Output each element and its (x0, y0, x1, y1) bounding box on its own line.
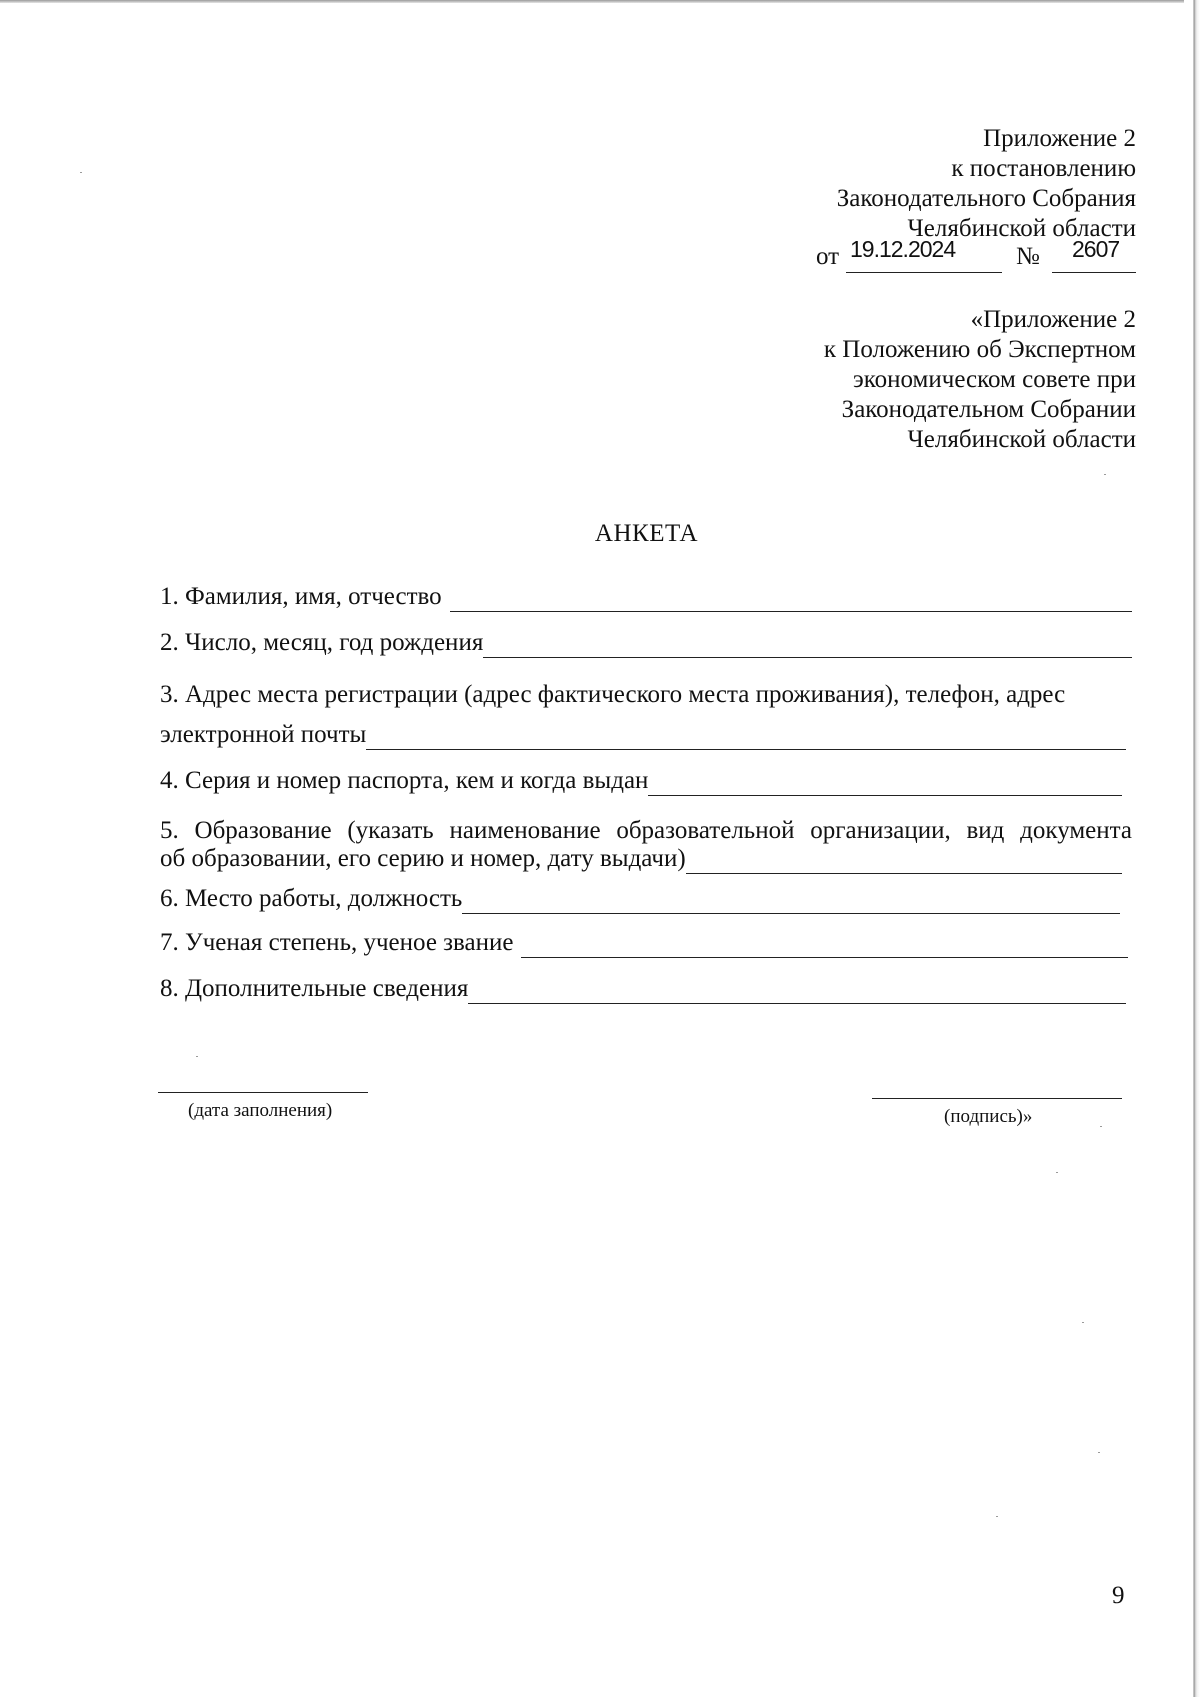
fill-in-line (468, 979, 1126, 1004)
scan-speck (1100, 1126, 1102, 1127)
decree-date-number-line (816, 233, 1136, 273)
date-signature-line (158, 1092, 368, 1093)
form-field-education-line-1: 5. Образование (указать наименование образовательной организации, вид документа (160, 817, 1132, 844)
form-title: АНКЕТА (594, 520, 699, 547)
form-field-label: об образовании, его серию и номер, дату выдачи) (160, 845, 686, 872)
scan-speck (1104, 474, 1106, 475)
decree-number-field (1052, 236, 1136, 273)
form-field-label: 8. Дополнительные сведения (160, 975, 469, 1002)
fill-in-line (648, 771, 1122, 796)
fill-in-line (450, 587, 1132, 612)
page-number: 9 (1112, 1582, 1125, 1609)
approval-line-3: Законодательного Собрания (836, 185, 1136, 212)
scan-top-edge (0, 0, 1200, 3)
appendix-line-2: к Положению об Экспертном (823, 336, 1136, 363)
date-caption: (дата заполнения) (188, 1100, 333, 1121)
date-label: от (816, 243, 840, 270)
approval-line-2: к постановлению (951, 155, 1136, 182)
form-field-birth-date (160, 628, 1132, 658)
approval-line-1: Приложение 2 (983, 125, 1136, 152)
approval-block (837, 124, 1136, 244)
scan-right-edge (1184, 0, 1200, 1697)
signature-caption: (подпись)» (944, 1106, 1033, 1127)
decree-date: 19.12.2024 (850, 236, 956, 262)
scan-speck (196, 1056, 198, 1057)
decree-number: 2607 (1072, 236, 1120, 262)
form-field-label: 1. Фамилия, имя, отчество (160, 583, 442, 610)
scan-speck (1082, 1322, 1084, 1323)
form-field-address-line-1: 3. Адрес места регистрации (адрес фактического места проживания), телефон, адрес (160, 681, 1066, 708)
form-field-passport (160, 766, 1122, 796)
form-field-label: 7. Ученая степень, ученое звание (160, 929, 514, 956)
form-field-academic-degree (160, 928, 1128, 958)
form-field-education (160, 844, 1122, 874)
form-field-label: электронной почты (160, 721, 367, 748)
appendix-line-3: экономическом совете при (853, 366, 1136, 393)
scan-speck (1098, 1452, 1100, 1453)
approval-line-4: Челябинской области (907, 215, 1136, 242)
scan-speck (1056, 1172, 1058, 1173)
appendix-line-4: Законодательном Собрании (841, 396, 1136, 423)
form-field-full-name (160, 582, 1132, 612)
form-field-label: 6. Место работы, должность (160, 885, 463, 912)
fill-in-line (686, 849, 1122, 874)
form-field-additional-info (160, 974, 1126, 1004)
fill-in-line (521, 933, 1128, 958)
fill-in-line (366, 725, 1126, 750)
decree-date-field (846, 236, 1002, 273)
fill-in-line (483, 633, 1132, 658)
appendix-line-5: Челябинской области (907, 426, 1136, 453)
appendix-line-1: «Приложение 2 (970, 306, 1136, 333)
fill-in-line (462, 889, 1120, 914)
form-field-label: 4. Серия и номер паспорта, кем и когда выдан (160, 767, 649, 794)
scan-speck (996, 1516, 998, 1517)
scan-speck (80, 172, 82, 173)
appendix-block (824, 305, 1136, 455)
form-field-address (160, 720, 1126, 750)
form-field-workplace (160, 884, 1120, 914)
number-label: № (1016, 243, 1040, 270)
signature-line (872, 1098, 1122, 1099)
form-field-label: 2. Число, месяц, год рождения (160, 629, 484, 656)
